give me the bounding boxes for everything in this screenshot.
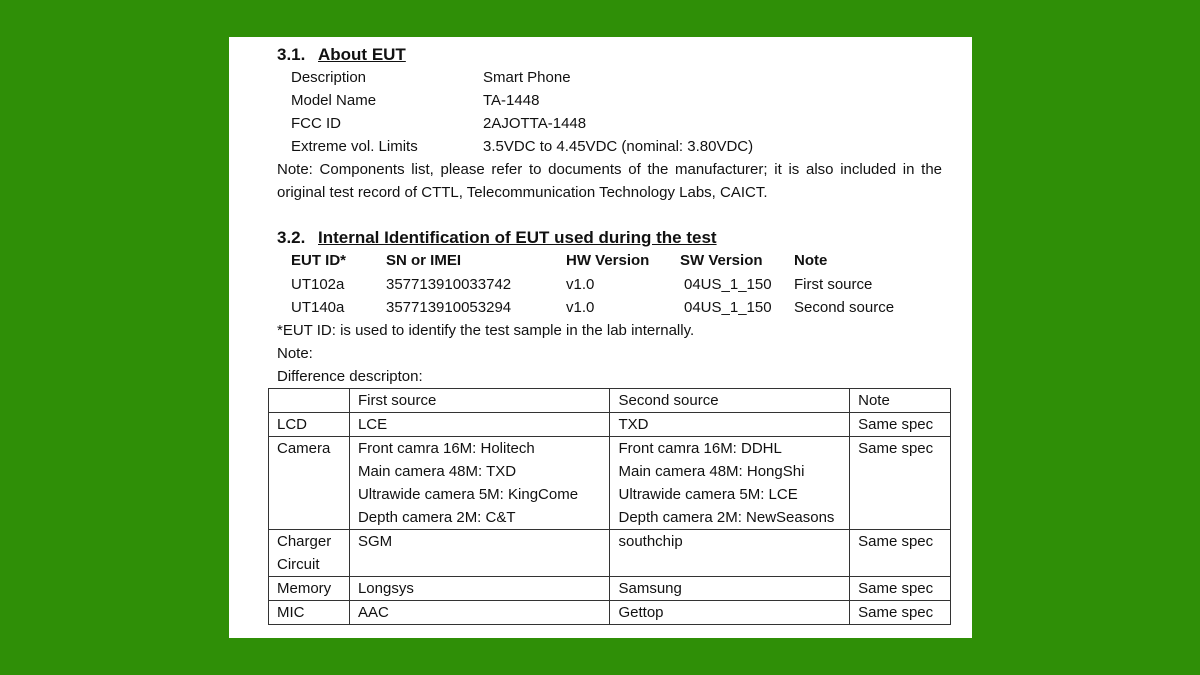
field-value-fcc-id: 2AJOTTA-1448: [483, 115, 587, 132]
second-source-line: Main camera 48M: HongShi: [618, 463, 805, 480]
eut-row-note: Second source: [794, 299, 895, 316]
first-source-cell: LCE: [349, 413, 610, 437]
first-source-cell: Longsys: [349, 577, 610, 601]
field-label-description: Description: [291, 69, 367, 86]
field-value-model-name: TA-1448: [483, 92, 540, 109]
table-row: [269, 413, 951, 437]
field-value-voltage-limits: 3.5VDC to 4.45VDC (nominal: 3.80VDC): [483, 138, 754, 155]
eut-row-id: UT140a: [291, 299, 345, 316]
eut-row-sw: 04US_1_150: [684, 276, 772, 293]
note-label: Note:: [277, 345, 313, 362]
table-row: [269, 437, 951, 530]
field-label-model-name: Model Name: [291, 92, 377, 109]
second-source-line: Depth camera 2M: NewSeasons: [618, 509, 835, 526]
section-heading-internal-identification: [277, 228, 717, 248]
component-name: Memory: [269, 577, 350, 601]
eut-row-sw: 04US_1_150: [684, 299, 772, 316]
section-heading-about-eut: [277, 45, 406, 65]
eut-row-note: First source: [794, 276, 873, 293]
components-note: Note: Components list, please refer to documents of the manufacturer; it is also included in the original test record of CTTL, Telecommunication Technology Labs, CAICT.: [277, 161, 942, 201]
table-header-row: [269, 389, 951, 413]
note-cell: Same spec: [850, 530, 951, 577]
second-source-cell: [610, 437, 850, 530]
second-source-line: Ultrawide camera 5M: LCE: [618, 486, 798, 503]
second-source-cell: southchip: [610, 530, 850, 577]
table-row: [269, 577, 951, 601]
note-cell: Same spec: [850, 601, 951, 625]
first-source-line: Main camera 48M: TXD: [357, 463, 517, 480]
document-page: [229, 37, 972, 638]
table-header-cell: Note: [850, 389, 951, 413]
eut-header-sw: SW Version: [680, 252, 763, 269]
field-label-fcc-id: FCC ID: [291, 115, 341, 132]
difference-label: Difference descripton:: [277, 368, 423, 385]
component-name: MIC: [269, 601, 350, 625]
eut-row-id: UT102a: [291, 276, 345, 293]
note-cell: Same spec: [850, 577, 951, 601]
field-label-voltage-limits: Extreme vol. Limits: [291, 138, 418, 155]
first-source-line: Front camra 16M: Holitech: [357, 440, 535, 457]
eut-row-sn: 357713910033742: [386, 276, 512, 293]
field-value-description: Smart Phone: [483, 69, 571, 86]
table-header-cell: First source: [349, 389, 610, 413]
eut-header-sn: SN or IMEI: [386, 252, 462, 269]
difference-table: [268, 388, 951, 625]
table-header-cell: [269, 389, 350, 413]
component-name: LCD: [269, 413, 350, 437]
second-source-line: Front camra 16M: DDHL: [618, 440, 782, 457]
eut-header-note: Note: [794, 252, 828, 269]
component-name: Camera: [269, 437, 350, 530]
first-source-cell: AAC: [349, 601, 610, 625]
eut-footnote: *EUT ID: is used to identify the test sample in the lab internally.: [277, 322, 695, 339]
component-name-line: Charger: [277, 533, 332, 550]
first-source-line: Ultrawide camera 5M: KingCome: [357, 486, 579, 503]
component-name: [269, 530, 350, 577]
section-title: Internal Identification of EUT used during the test: [318, 228, 717, 247]
section-number: 3.2.: [277, 228, 306, 247]
first-source-line: Depth camera 2M: C&T: [357, 509, 516, 526]
table-row: [269, 530, 951, 577]
table-row: [269, 601, 951, 625]
eut-header-id: EUT ID*: [291, 252, 347, 269]
eut-header-hw: HW Version: [566, 252, 650, 269]
table-header-cell: Second source: [610, 389, 850, 413]
first-source-cell: SGM: [349, 530, 610, 577]
component-name-line: Circuit: [277, 556, 320, 573]
section-number: 3.1.: [277, 45, 306, 64]
second-source-cell: Samsung: [610, 577, 850, 601]
note-cell: Same spec: [850, 413, 951, 437]
eut-row-hw: v1.0: [566, 299, 595, 316]
second-source-cell: Gettop: [610, 601, 850, 625]
first-source-cell: [349, 437, 610, 530]
section-title: About EUT: [318, 45, 406, 64]
eut-row-hw: v1.0: [566, 276, 595, 293]
second-source-cell: TXD: [610, 413, 850, 437]
eut-row-sn: 357713910053294: [386, 299, 512, 316]
note-cell: Same spec: [850, 437, 951, 530]
